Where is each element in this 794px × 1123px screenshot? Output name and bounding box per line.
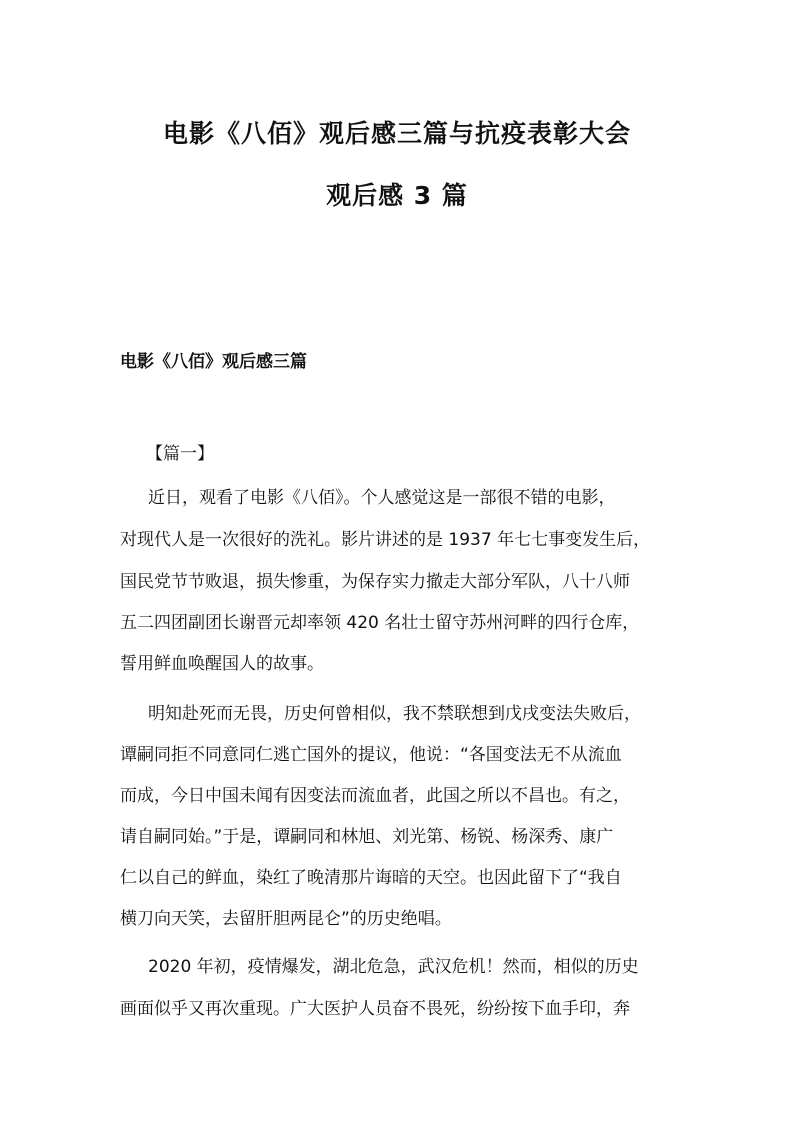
body-line: 画面似乎又再次重现。广大医护人员奋不畏死，纷纷按下血手印，奔 — [120, 999, 630, 1019]
body-line: 明知赴死而无畏，历史何曾相似，我不禁联想到戊戌变法失败后， — [148, 704, 641, 724]
document-title-line-2: 观后感 3 篇 — [326, 181, 468, 210]
body-line: 五二四团副团长谢晋元却率领 420 名壮士留守苏州河畔的四行仓库， — [120, 613, 640, 633]
body-line: 谭嗣同拒不同意同仁逃亡国外的提议，他说：“各国变法无不从流血 — [120, 745, 622, 765]
body-line: 而成，今日中国未闻有因变法而流血者，此国之所以不昌也。有之， — [120, 786, 630, 806]
body-line: 请自嗣同始。”于是，谭嗣同和林旭、刘光第、杨锐、杨深秀、康广 — [120, 827, 614, 847]
body-line: 对现代人是一次很好的洗礼。影片讲述的是 1937 年七七事变发生后， — [120, 530, 651, 550]
body-line: 仁以自己的鲜血，染红了晚清那片诲暗的天空。也因此留下了“我自 — [120, 868, 622, 888]
body-line: 横刀向天笑，去留肝胆两昆仑”的历史绝唱。 — [120, 909, 452, 929]
body-line: 誓用鲜血唤醒国人的故事。 — [120, 654, 324, 674]
part-label: 【篇一】 — [146, 444, 214, 464]
body-line: 国民党节节败退，损失惨重，为保存实力撤走大部分军队，八十八师 — [120, 572, 630, 592]
body-line: 2020 年初，疫情爆发，湖北危急，武汉危机！然而，相似的历史 — [148, 957, 639, 977]
section-heading: 电影《八佰》观后感三篇 — [120, 352, 307, 372]
body-line: 近日，观看了电影《八佰》。个人感觉这是一部很不错的电影， — [148, 488, 616, 508]
document-title-line-1: 电影《八佰》观后感三篇与抗疫表彰大会 — [162, 119, 631, 148]
